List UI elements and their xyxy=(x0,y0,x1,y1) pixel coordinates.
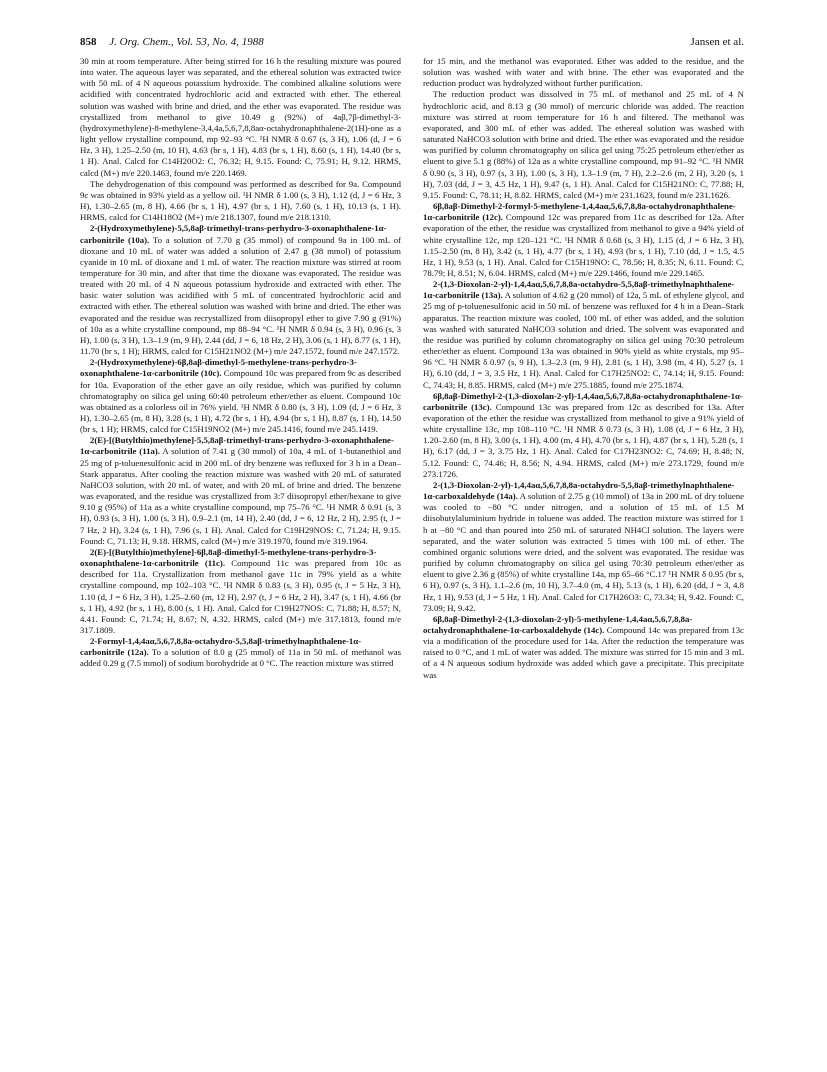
compound-body: Compound 11c was prepared from 10c as described for 11a. Crystallization from methanol gave 11c in 79% yield as a white crystalline compound, mp 102–103 °C. ¹H NMR δ 0.83 (s, 3 H), 0.95 (t, J = 5 Hz, 3 H), 1.10 (d, J = 6 Hz, 3 H), 1.25–2.60 (m, 12 H), 2.97 (t, J = 6 Hz, 2 H), 3.47 (s, 1 H), 4.66 (br s, 1 H), 4.92 (br s, 1 H), 8.00 (s, 1 H). Anal. Calcd for C19H27NOS: C, 71.88; H, 8.57; N, 4.41. Found: C, 71.74; H, 8.67; N, 4.32. HRMS, calcd (M+) m/e 317.1813, found m/e 317.1809. xyxy=(80,558,401,635)
compound-paragraph xyxy=(423,201,744,279)
compound-paragraph xyxy=(423,614,744,681)
journal-citation: J. Org. Chem., Vol. 53, No. 4, 1988 xyxy=(109,36,264,48)
right-column xyxy=(423,56,744,1061)
compound-paragraph xyxy=(80,223,401,357)
compound-body: To a solution of 8.0 g (25 mmol) of 11a in 50 mL of methanol was added 0.29 g (7.5 mmol) of sodium borohydride at 0 °C. The reaction mixture was stirred xyxy=(80,647,401,669)
compound-body: A solution of 2.75 g (10 mmol) of 13a in 200 mL of dry toluene was cooled to −80 °C under nitrogen, and a solution of 15 mL of 1.5 M diisobutylaluminium hydride in toluene was added. The reaction mixture was stirred for 1 h at −80 °C and than poured into 250 mL of saturated NH4Cl solution. The layers were separated, and the water solution was extracted 5 times with 100 mL of ether. The combined organic solutions were dried, and the solvent was evaporated. The residue was purified by column chromatography on silica gel using 70:30 petroleum ether/ether as eluent to give 2.36 g (85%) of white crystalline 14a, mp 65–66 °C.17 ¹H NMR δ 0.95 (br s, 6 H), 0.97 (s, 3 H), 1.1–2.6 (m, 10 H), 3.7–4.0 (m, 4 H), 5.13 (s, 1 H), 6.20 (dd, J = 3, 4.8 Hz, 1 H), 9.53 (d, J = 5 Hz, 1 H). Anal. Calcd for C17H26O3: C, 73.34; H, 9.42. Found: C, 73.09; H, 9.42. xyxy=(423,491,744,613)
paragraph: The dehydrogenation of this compound was performed as described for 9a. Compound 9c was obtained in 93% yield as a yellow oil. ¹H NMR δ 1.00 (s, 3 H), 1.12 (d, J = 6 Hz, 3 H), 1.30–2.65 (m, 8 H), 4.66 (br s, 1 H), 4.97 (br s, 1 H), 7.60 (s, 1 H), 10.13 (s, 1 H). HRMS, calcd for C14H18O2 (M+) m/e 218.1307, found m/e 218.1310. xyxy=(80,178,401,223)
compound-title: 2-(Hydroxymethylene)-5,5,8aβ-trimethyl-trans-perhydro-3-oxonaphthalene-1α-carbonitrile (10a). xyxy=(80,223,387,245)
paragraph: The reduction product was dissolved in 75 mL of methanol and 25 mL of 4 N hydrochloric acid, and 8.13 g (30 mmol) of mercuric chloride was added. The reaction mixture was stirred at room temperature for 16 h and filtered. The methanol was evaporated, and 300 mL of ether was added. The ethereal solution was washed with saturated NaHCO3 solution with brine and dried. The ether was evaporated and the residue was purified by column chromatography on silica gel using 75:25 petroleum ether/ether as eluent to give 5.1 g (88%) of 12a as a white crystalline compound, mp 91–92 °C. ¹H NMR δ 0.90 (s, 3 H), 0.97 (s, 3 H), 1.00 (s, 3 H), 1.3–1.9 (m, 7 H), 2.2–2.6 (m, 2 H), 3.20 (s, 1 H), 7.03 (dd, J = 3, 4.5 Hz, 1 H), 9.47 (s, 1 H). Anal. Calcd for C15H21NO: C, 77.88; H, 9.15. Found: C, 78.11; H, 8.82. HRMS, calcd (M+) m/e 231.1623, found m/e 231.1626. xyxy=(423,89,744,200)
paragraph: for 15 min, and the methanol was evaporated. Ether was added to the residue, and the solution was washed with water and with brine. The ether was evaporated and the reduction product was hydrolyzed without further purification. xyxy=(423,56,744,89)
compound-title: 2-(1,3-Dioxolan-2-yl)-1,4,4aα,5,6,7,8,8a-octahydro-5,5,8aβ-trimethylnaphthalene-1α-carboxaldehyde (14a). xyxy=(423,479,735,502)
compound-paragraph xyxy=(80,435,401,547)
page-header xyxy=(80,35,744,49)
compound-body: Compound 14c was prepared from 13c via a modification of the procedure used for 14a. After the reduction the temperature was raised to 0 °C, and 1 mL of water was added. The mixture was stirred for 15 min and 3 mL of a 4 N aqueous sodium hydroxide was added which gave a precipitate. This precipitate was xyxy=(423,624,744,680)
author-running-head: Jansen et al. xyxy=(690,36,744,48)
compound-paragraph xyxy=(423,480,744,614)
compound-title: 6β,8aβ-Dimethyl-2-(1,3-dioxolan-2-yl)-1,4,4aα,5,6,7,8,8a-octahydronaphthalene-1α-carbonitrile (13c). xyxy=(423,390,743,412)
compound-body: To a solution of 7.70 g (35 mmol) of compound 9a in 100 mL of dioxane and 10 mL of water was added a solution of 2.47 g (38 mmol) of potassium cyanide in 10 mL of dioxane and 1 mL of water. The reaction mixture was stirred at room temperature for 30 min, and after that time the dioxane was evaporated. The residue was treated with 20 mL of 4 N aqueous potassium hydroxide and extracted with ether. The basic water solution was acidified with 5 mL of concentrated hydrochloric acid and extracted with ether. The ethereal solution was washed with brine and dried. The ether was evaporated and the residue was recrystallized from diisopropyl ether to give 7.90 g (91%) of 10a as a white crystalline compound, mp 88–94 °C. ¹H NMR δ 0.94 (s, 3 H), 0.96 (s, 3 H), 1.00 (s, 3 H), 1.3–1.9 (m, 9 H), 2.44 (dd, J = 6, 18 Hz, 2 H), 3.06 (s, 1 H), 8.77 (s, 1 H), 11.70 (br s, 1 H); HRMS, calcd for C15H21NO2 (M+) m/e 247.1572, found m/e 247.1572. xyxy=(80,234,401,357)
compound-body: Compound 12c was prepared from 11c as described for 12a. After evaporation of the ether, the residue was crystallized from methanol to give a 94% yield of white crystalline 12c, mp 120–121 °C. ¹H NMR δ 0.68 (s, 3 H), 1.15 (d, J = 6 Hz, 3 H), 1.15–2.50 (m, 8 H), 3.42 (s, 1 H), 4.77 (br s, 1 H), 4.93 (br s, 1 H), 7.10 (dd, J = 1.5, 4.5 Hz, 1 H), 9.53 (s, 1 H). Anal. Calcd for C15H19NO: C, 78.56; H, 8.35; N, 6.11. Found: C, 78.79; H, 8.51; N, 6.04. HRMS, calcd (M+) m/e 229.1466, found m/e 229.1465. xyxy=(423,212,744,278)
compound-paragraph xyxy=(80,547,401,636)
compound-body: Compound 13c was prepared from 12c as described for 13a. After evaporation of the ether the residue was crystallized from methanol to give a 91% yield of white crystalline 13c, mp 108–110 °C. ¹H NMR δ 0.73 (s, 3 H), 1.08 (d, J = 6 Hz, 3 H), 1.20–2.60 (m, 8 H), 3.00 (s, 1 H), 4.00 (m, 4 H), 4.70 (br s, 1 H), 4.87 (br s, 1 H), 5.28 (s, 1 H), 6.17 (dd, J = 3, 3.75 Hz, 1 H). Anal. Calcd for C17H23NO2: C, 74.69; H, 8.48; N, 5.12. Found: C, 74.46; H, 8.56; N, 4.94. HRMS, calcd (M+) m/e 273.1729, found m/e 273.1726. xyxy=(423,401,744,479)
compound-title: 2(E)-[(Butylthio)methylene]-6β,8aβ-dimethyl-5-methylene-trans-perhydro-3-oxonaphthalene-1α-carbonitrile (11c). xyxy=(80,546,377,569)
page-number: 858 xyxy=(80,36,97,48)
compound-title: 2-(Hydroxymethylene)-6β,8aβ-dimethyl-5-methylene-trans-perhydro-3-oxonaphthalene-1α-carbonitrile (10c). xyxy=(80,357,357,379)
compound-paragraph xyxy=(80,357,401,435)
compound-title: 6β,8aβ-Dimethyl-2-(1,3-dioxolan-2-yl)-5-methylene-1,4,4aα,5,6,7,8,8a-octahydronaphthalene-1α-carboxaldehyde (14c). xyxy=(423,613,693,635)
paragraph: 30 min at room temperature. After being stirred for 16 h the resulting mixture was poured into water. The aqueous layer was separated, and the ethereal solution was extracted twice with 50 mL of 4 N aqueous potassium hydroxide. The combined alkaline solutions were acidified with concentrated hydrochloric acid and extracted with ether. The ethereal solution was washed with brine and dried, and the ether was evaporated. The residue was crystallized from methanol to give 10.49 g (92%) of 4aβ,7β-dimethyl-3-(hydroxymethylene)-8-methylene-3,4,4a,5,6,7,8,8aα-octahydronaphthalene-2(1H)-one as a light yellow crystalline compound, mp 92–93 °C. ¹H NMR δ 0.67 (s, 3 H), 1.06 (d, J = 6 Hz, 3 H), 1.25–2.50 (m, 10 H), 4.63 (br s, 1 H), 4.83 (br s, 1 H), 8.60 (s, 1 H), 14.40 (br s, 1 H). Anal. Calcd for C14H20O2: C, 76.32; H, 9.15. Found: C, 75.91; H, 9.12. HRMS, calcd (M+) m/e 220.1463, found m/e 220.1469. xyxy=(80,56,401,178)
compound-paragraph xyxy=(423,391,744,480)
compound-title: 2-Formyl-1,4,4aα,5,6,7,8,8a-octahydro-5,5,8aβ-trimethylnaphthalene-1α-carbonitrile (12a). xyxy=(80,636,362,658)
left-column xyxy=(80,56,401,1061)
compound-body: Compound 10c was prepared from 9c as described for 10a. Evaporation of the ether gave an oily residue, which was purified by column chromatography on silica gel using 60:40 petroleum ether/ether as eluent. Compound 10c was obtained as a colorless oil in 76% yield. ¹H NMR δ 0.80 (s, 3 H), 1.09 (d, J = 6 Hz, 3 H), 1.30–2.65 (m, 8 H), 3.28 (s, 1 H), 4.72 (br s, 1 H), 4.94 (br s, 1 H), 8.87 (s, 1 H), 14.50 (br s, 1 H); HRMS, calcd for C15H19NO2 (M+) m/e 245.1416, found m/e 245.1419. xyxy=(80,368,401,435)
compound-title: 6β,8aβ-Dimethyl-2-formyl-5-methylene-1,4,4aα,5,6,7,8,8a-octahydronaphthalene-1α-carbonitrile (12c). xyxy=(423,201,736,223)
compound-body: A solution of 7.41 g (30 mmol) of 10a, 4 mL of 1-butanethiol and 25 mg of p-toluenesulfonic acid in 200 mL of dry benzene was refluxed for 3 h in a Dean–Stark apparatus. After cooling the reaction mixture was washed with 20 mL of saturated NaHCO3 solution, with 20 mL of water, and with 20 mL of brine and dried. The benzene was evaporated, and the residue was crystallized from 3:7 diisopropyl ether/hexane to give 9.10 g (95%) of 11a as a white crystalline compound, mp 75–76 °C. ¹H NMR δ 0.91 (s, 3 H), 0.93 (s, 3 H), 1.00 (s, 3 H), 0.9–2.1 (m, 14 H), 2.40 (dd, J = 6, 12 Hz, 2 H), 2.95 (t, J = 7 Hz, 2 H), 3.24 (s, 1 H), 7.96 (s, 1 H). Anal. Calcd for C19H29NOS: C, 71.24; H, 9.15. Found: C, 71.13; H, 9.18. HRMS, calcd (M+) m/e 319.1970, found m/e 319.1964. xyxy=(80,446,401,546)
header-left xyxy=(80,35,264,49)
compound-title: 2-(1,3-Dioxolan-2-yl)-1,4,4aα,5,6,7,8,8a-octahydro-5,5,8aβ-trimethylnaphthalene-1α-carbonitrile (13a). xyxy=(423,279,735,301)
compound-paragraph xyxy=(80,636,401,669)
compound-title: 2(E)-[(Butylthio)methylene]-5,5,8aβ-trimethyl-trans-perhydro-3-oxonaphthalene-1α-carbonitrile (11a). xyxy=(80,435,394,457)
compound-paragraph xyxy=(423,279,744,391)
compound-body: A solution of 4.62 g (20 mmol) of 12a, 5 mL of ethylene glycol, and 25 mg of p-toluenesulfonic acid in 50 mL of benzene was refluxed for 4 h in a Dean–Stark apparatus. The reaction mixture was cooled, 100 mL of ether was added, and the solution was washed with saturated NaHCO3 solution and dried. The solvent was evaporated and the residue was purified by column chromatography on silica gel using 70:30 petroleum ether/ether as eluent. Compound 13a was obtained in 90% yield as white crystals, mp 95–96 °C. ¹H NMR δ 0.97 (s, 9 H), 1.3–2.3 (m, 9 H), 2.81 (s, 1 H), 3.98 (m, 4 H), 5.27 (s, 1 H), 6.10 (dd, J = 3, 3.5 Hz, 1 H). Anal. Calcd for C17H25NO2: C, 74.14; H, 9.15. Found: C, 74.43; H, 8.85. HRMS, calcd (M+) m/e 275.1885, found m/e 275.1874. xyxy=(423,290,744,390)
